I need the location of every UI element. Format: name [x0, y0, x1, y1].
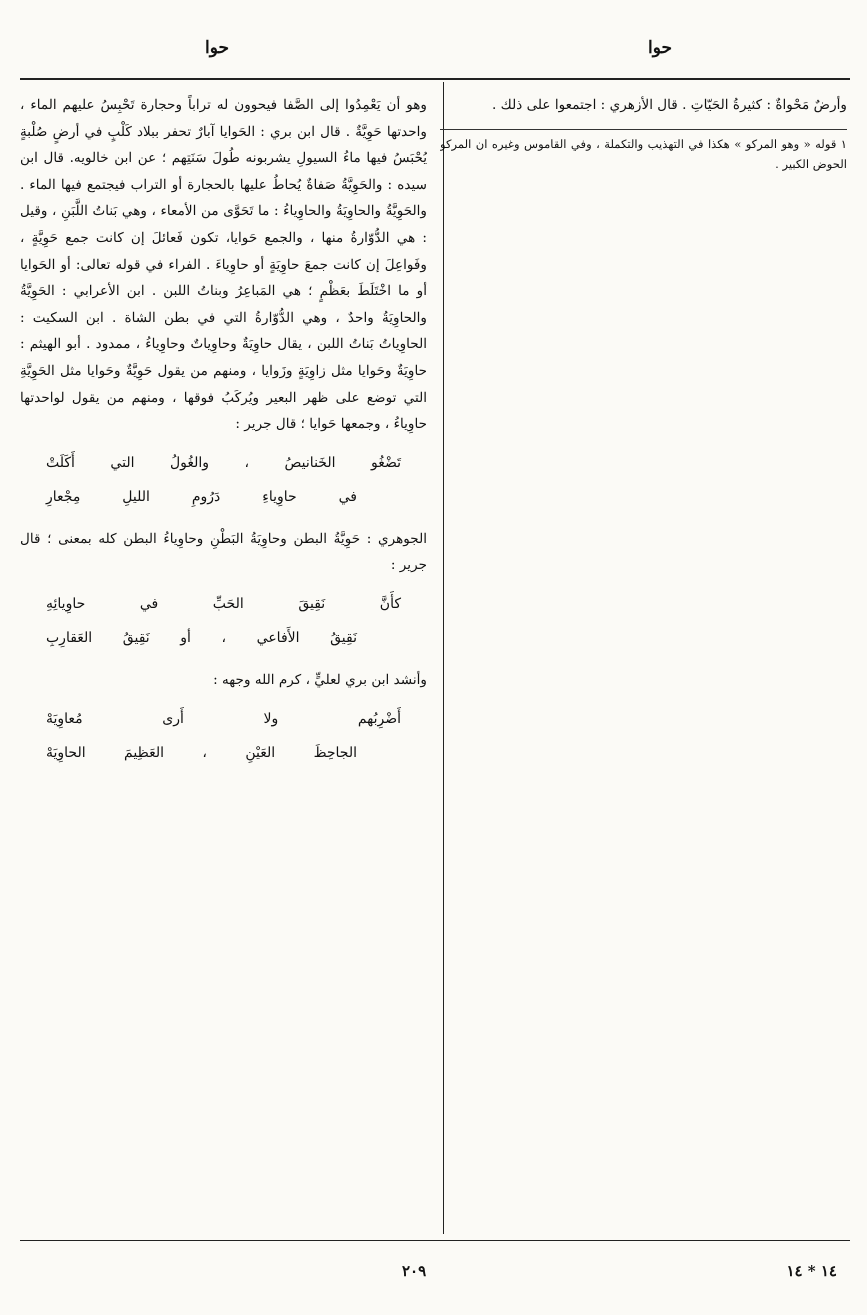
footnote: ١ قوله « وهو المركو » هكذا في التهذيب والتكملة ، وفي القاموس وغيره ان المركو الحوض الكبير . — [440, 136, 847, 171]
left-paragraph-3: وأنشد ابن بري لعليٍّ ، كرم الله وجهه : — [213, 671, 427, 688]
verse-2-line-1: كأَنَّ نَقِيقَ الحَبِّ في حاوِيائِهِ — [46, 595, 401, 612]
left-paragraph-2: الجوهري : حَوِيَّةُ البطن وحاوِيَةُ البَطْنِ وحاوِياءُ البطن كله بمعنى ؛ قال جرير : — [20, 530, 427, 574]
left-column — [20, 92, 427, 1237]
verse-1 — [20, 446, 427, 514]
verse-2-line-2: نَقِيقُ الأَفاعي ، أو نَقِيقُ العَقارِبِ — [46, 629, 357, 646]
verse-3-line-2: الجاحِظَ العَيْنِ ، العَظِيمَ الحاوِيَهْ — [46, 744, 357, 761]
verse-1-line-1: تَضْغُو الخَنانيصُ ، والغُولُ التي أَكَلَتْ — [46, 454, 401, 471]
verse-3-line-1: أَضْرِبُهم ولا أَرى مُعاوِيَهْ — [46, 710, 401, 727]
header-right-title: حوا — [647, 38, 672, 58]
top-rule — [20, 78, 850, 80]
left-paragraph-1: وهو أن يَعْمِدُوا إلى الصَّفا فيحوون له تراباً وحجارة تَحْبِسُ عليهم الماء ، واحدتها حَوِيَّةٌ . قال ابن بري : الحَوايا آبارٌ تحفر ببلاد كَلْبٍ في أرضٍ صُلْبةٍ يُحْبَسُ فيها ماءُ السيولِ يشربونه طُولَ سَنَتِهم ؛ عن ابن خالويه. قال ابن سيده : والحَوِيَّةُ صَفاةٌ يُحاطُ عليها بالحجارة أو التراب فيجتمع فيها الماء . والحَوِيَّةُ والحاوِيَةُ والحاوِياءُ : ما تَحَوَّى من الأمعاء ، وهي بَناتُ اللَّبَنِ ، وقيل : هي الدُّوّارةُ منها ، والجمع حَوايا، تكون فَعائلَ إن كانت جمع حَوِيَّةٍ ، وفَواعِلَ إن كانت جمعَ حاوِيَةٍ أو حاوِياءَ . الفراء في قوله تعالى: أو الحَوايا أو ما اخْتَلَطَ بعَظْمٍ ؛ هي المَباعِرُ وبناتُ اللبن . ابن الأعرابي : الحَوِيَّةُ والحاوِيَةُ واحدٌ ، وهي الدُّوّارةُ التي في بطن الشاة . ابن السكيت : الحاوِياتُ بَناتُ اللبن ، يقال حاوِيَةٌ وحاوِياتٌ وحاوِياءُ ، ممدود . أبو الهيثم : حاوِيَةٌ وحَوايا مثل زاوِيَةٍ وزَوايا ، ومنهم من يقول حَوِيَّةٌ وحَوايا مثل الحَوِيَّةِ التي توضع على ظهر البعير ويُركَبُ فوقها ، ومنهم من يقول لواحدتها حاوِياءُ ، وجمعها حَوايا ؛ قال جرير : — [20, 97, 427, 433]
bottom-rule — [20, 1240, 850, 1241]
right-column — [440, 92, 847, 1237]
verse-3 — [20, 702, 427, 770]
header-left-title: حوا — [205, 38, 230, 58]
verse-2 — [20, 587, 427, 655]
page-number: ٢٠٩ — [402, 1262, 427, 1280]
verse-1-line-2: في حاوِياءِ دَرُومِ الليلِ مِجْعارِ — [46, 488, 357, 505]
footnote-rule — [440, 129, 847, 130]
right-paragraph-1: وأرضٌ مَحْواةٌ : كثيرةُ الحَيّاتِ . قال الأزهري : اجتمعوا على ذلك . — [491, 97, 847, 113]
signature-mark: ١٤ * ١٤ — [786, 1262, 837, 1280]
